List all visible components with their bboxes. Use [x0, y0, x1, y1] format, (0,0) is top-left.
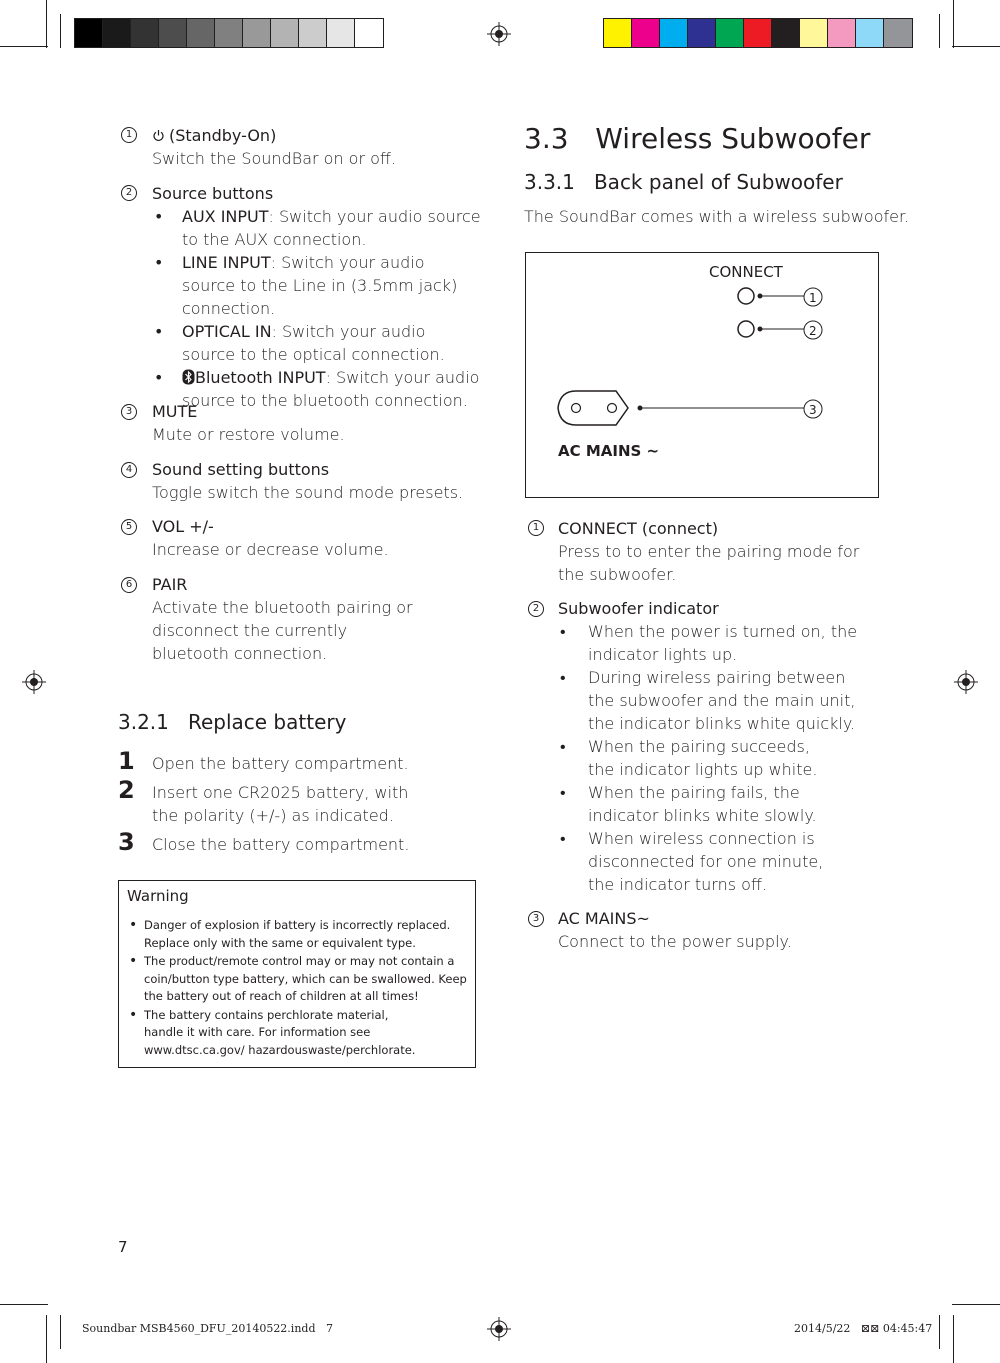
item-description: Mute or restore volume. — [152, 425, 345, 444]
ac-mains-label: AC MAINS ~ — [558, 442, 660, 460]
color-swatch — [632, 19, 660, 47]
item-number: 3 — [528, 911, 544, 927]
page-number: 7 — [118, 1238, 128, 1256]
color-swatch — [355, 19, 383, 47]
crop-mark — [0, 1304, 48, 1305]
callout-1: 1 — [809, 291, 817, 305]
step-number: 1 — [118, 747, 135, 775]
color-swatch — [772, 19, 800, 47]
process-color-bar — [603, 18, 913, 48]
color-swatch — [716, 19, 744, 47]
item-number: 3 — [121, 404, 137, 420]
item-number: 4 — [121, 462, 137, 478]
list-item — [558, 517, 888, 586]
color-swatch — [688, 19, 716, 47]
item-number: 2 — [121, 185, 137, 201]
crop-mark — [953, 1315, 954, 1363]
callout-2: 2 — [809, 324, 817, 338]
back-panel-illustration — [526, 253, 878, 497]
bullet-key: LINE INPUT — [182, 253, 271, 272]
bullet-item: • AUX INPUT: Switch your audio source to the AUX connection. — [152, 205, 482, 251]
color-swatch — [75, 19, 103, 47]
item-title: PAIR — [152, 575, 188, 594]
color-swatch — [800, 19, 828, 47]
step-number: 3 — [118, 828, 135, 856]
color-swatch — [131, 19, 159, 47]
warning-item: • Danger of explosion if battery is incorrectly replaced. Replace only with the same or equivalent type. — [127, 917, 467, 952]
crop-mark — [46, 1315, 47, 1363]
crop-mark — [939, 1315, 940, 1349]
list-item — [152, 515, 482, 561]
item-number: 1 — [121, 127, 137, 143]
connect-label: CONNECT — [709, 263, 783, 281]
crop-mark — [952, 1304, 1000, 1305]
item-description: Press to to enter the pairing mode for the subwoofer. — [558, 542, 860, 584]
bullet-item: • When wireless connection is disconnected for one minute, the indicator turns off. — [558, 827, 868, 896]
source-button-list — [152, 205, 482, 412]
item-description: Connect to the power supply. — [558, 932, 792, 951]
step-text: Close the battery compartment. — [152, 835, 410, 854]
warning-item: • The battery contains perchlorate material, handle it with care. For information see www.dtsc.ca.gov/ hazardouswaste/perchlorate. — [127, 1007, 467, 1060]
item-title: (Standby-On) — [152, 124, 482, 147]
item-title: Subwoofer indicator — [558, 599, 719, 618]
crop-mark — [939, 14, 940, 48]
bullet-item: • When the power is turned on, the indicator lights up. — [558, 620, 868, 666]
step-text: Insert one CR2025 battery, with the polarity (+/-) as indicated. — [152, 783, 409, 825]
crop-mark — [0, 46, 48, 47]
registration-mark-icon — [954, 670, 978, 694]
indicator-led-icon — [738, 321, 754, 337]
item-description: Activate the bluetooth pairing or disconnect the currently bluetooth connection. — [152, 598, 413, 663]
color-swatch — [159, 19, 187, 47]
color-swatch — [660, 19, 688, 47]
item-title: CONNECT (connect) — [558, 519, 719, 538]
power-icon — [152, 129, 165, 142]
subsection-heading: 3.3.1 Back panel of Subwoofer — [524, 170, 843, 194]
registration-mark-icon — [487, 1317, 511, 1341]
list-item — [152, 458, 482, 504]
item-title: MUTE — [152, 402, 198, 421]
registration-mark-icon — [487, 22, 511, 46]
list-item — [558, 597, 868, 896]
ac-socket-icon — [558, 391, 628, 425]
bullet-item: • During wireless pairing between the subwoofer and the main unit, the indicator blinks white quickly. — [558, 666, 868, 735]
color-swatch — [243, 19, 271, 47]
warning-item: • The product/remote control may or may not contain a coin/button type battery, which can be swallowed. Keep the battery out of reach of children at all times! — [127, 953, 467, 1006]
crop-mark — [952, 46, 1000, 47]
item-number: 5 — [121, 519, 137, 535]
bullet-item: • LINE INPUT: Switch your audio source to the Line in (3.5mm jack) connection. — [152, 251, 482, 320]
bullet-key: AUX INPUT — [182, 207, 269, 226]
item-number: 2 — [528, 601, 544, 617]
crop-mark — [46, 0, 47, 48]
item-number: 6 — [121, 577, 137, 593]
item-description: Toggle switch the sound mode presets. — [152, 483, 464, 502]
color-swatch — [828, 19, 856, 47]
item-number: 1 — [528, 520, 544, 536]
warning-box — [118, 880, 476, 1068]
list-item — [152, 400, 482, 446]
warning-title: Warning — [127, 887, 189, 905]
grayscale-color-bar — [74, 18, 384, 48]
section-heading: 3.2.1 Replace battery — [118, 710, 347, 734]
color-swatch — [744, 19, 772, 47]
bullet-key: Bluetooth INPUT — [195, 368, 326, 387]
list-item — [558, 907, 888, 953]
footer-filename: Soundbar MSB4560_DFU_20140522.indd 7 — [82, 1322, 333, 1335]
connect-button-icon — [738, 288, 754, 304]
color-swatch — [299, 19, 327, 47]
bullet-key: OPTICAL IN — [182, 322, 272, 341]
section-heading: 3.3 Wireless Subwoofer — [524, 122, 871, 155]
warning-list — [127, 917, 467, 1059]
registration-mark-icon — [22, 670, 46, 694]
crop-mark — [60, 14, 61, 48]
callout-3: 3 — [809, 403, 817, 417]
bullet-item: • When the pairing fails, the indicator blinks white slowly. — [558, 781, 868, 827]
item-title: Source buttons — [152, 184, 274, 203]
item-title: AC MAINS~ — [558, 909, 650, 928]
bullet-item: • Bluetooth INPUT: Switch your audio source to the bluetooth connection. — [152, 366, 482, 412]
color-swatch — [327, 19, 355, 47]
list-item — [152, 573, 422, 665]
bullet-item: • When the pairing succeeds, the indicator lights up white. — [558, 735, 868, 781]
list-item — [152, 124, 482, 170]
crop-mark — [953, 0, 954, 48]
color-swatch — [187, 19, 215, 47]
footer-timestamp: 2014/5/22 ⊠⊠ 04:45:47 — [794, 1322, 933, 1335]
item-title: VOL +/- — [152, 517, 214, 536]
bullet-item: • OPTICAL IN: Switch your audio source to the optical connection. — [152, 320, 482, 366]
item-title: Sound setting buttons — [152, 460, 330, 479]
color-swatch — [604, 19, 632, 47]
intro-text: The SoundBar comes with a wireless subwoofer. — [524, 207, 910, 226]
color-swatch — [884, 19, 912, 47]
subwoofer-back-panel-diagram — [525, 252, 879, 498]
indicator-status-list — [558, 620, 868, 896]
color-swatch — [215, 19, 243, 47]
color-swatch — [103, 19, 131, 47]
item-description: Increase or decrease volume. — [152, 540, 389, 559]
step-text: Open the battery compartment. — [152, 754, 409, 773]
color-swatch — [856, 19, 884, 47]
crop-mark — [60, 1315, 61, 1349]
item-description: Switch the SoundBar on or off. — [152, 149, 397, 168]
bluetooth-icon — [182, 369, 195, 385]
step-number: 2 — [118, 776, 135, 804]
list-item — [152, 182, 482, 412]
color-swatch — [271, 19, 299, 47]
